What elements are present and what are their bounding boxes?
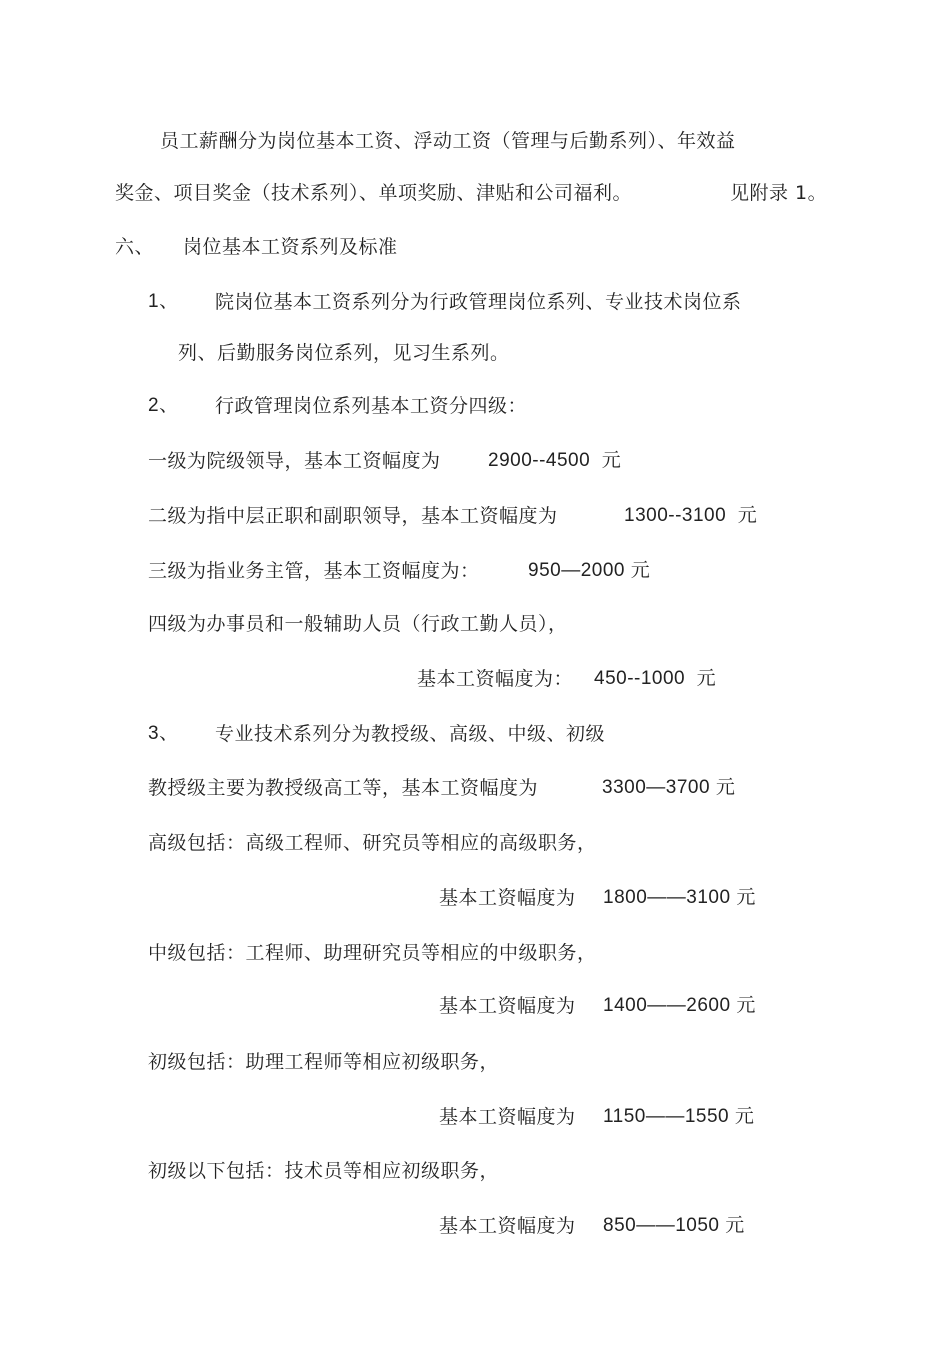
admin-level1-range: 2900--4500 元 xyxy=(488,450,622,471)
item1-number: 1、 xyxy=(148,291,179,312)
admin-level3-range: 950—2000 元 xyxy=(528,560,651,581)
tech-below-junior-range: 850——1050 元 xyxy=(603,1215,745,1236)
intro-paragraph-line1: 员工薪酬分为岗位基本工资、浮动工资（管理与后勤系列）、年效益 xyxy=(160,130,736,152)
admin-level4-range: 450--1000 元 xyxy=(594,668,717,689)
item2-number: 2、 xyxy=(148,395,179,416)
tech-below-junior-label: 基本工资幅度为 xyxy=(439,1215,576,1237)
item1-line1: 院岗位基本工资系列分为行政管理岗位系列、专业技术岗位系 xyxy=(215,291,742,313)
tech-senior-range: 1800——3100 元 xyxy=(603,887,756,908)
item3-number: 3、 xyxy=(148,723,179,744)
item3-title: 专业技术系列分为教授级、高级、中级、初级 xyxy=(215,723,606,745)
tech-below-junior-text: 初级以下包括：技术员等相应初级职务， xyxy=(148,1160,500,1182)
tech-professor-text: 教授级主要为教授级高工等，基本工资幅度为 xyxy=(148,777,539,799)
tech-junior-range: 1150——1550 元 xyxy=(603,1106,755,1127)
item1-line2: 列、后勤服务岗位系列，见习生系列。 xyxy=(178,342,510,364)
section-title: 岗位基本工资系列及标准 xyxy=(183,236,398,258)
section-number: 六、 xyxy=(115,236,155,258)
admin-level4-range-label: 基本工资幅度为： xyxy=(417,668,574,690)
tech-junior-text: 初级包括：助理工程师等相应初级职务， xyxy=(148,1051,500,1073)
tech-middle-text: 中级包括：工程师、助理研究员等相应的中级职务， xyxy=(148,942,597,964)
admin-level2-text: 二级为指中层正职和副职领导，基本工资幅度为 xyxy=(148,505,558,527)
admin-level1-text: 一级为院级领导，基本工资幅度为 xyxy=(148,450,441,472)
tech-senior-text: 高级包括：高级工程师、研究员等相应的高级职务， xyxy=(148,832,597,854)
intro-paragraph-line2: 奖金、项目奖金（技术系列）、单项奖励、津贴和公司福利。 xyxy=(115,182,633,204)
tech-middle-range: 1400——2600 元 xyxy=(603,995,756,1016)
intro-appendix-reference: 见附录 1。 xyxy=(730,182,828,204)
tech-junior-label: 基本工资幅度为 xyxy=(439,1106,576,1128)
tech-middle-label: 基本工资幅度为 xyxy=(439,995,576,1017)
tech-senior-label: 基本工资幅度为 xyxy=(439,887,576,909)
admin-level3-text: 三级为指业务主管，基本工资幅度为： xyxy=(148,560,480,582)
admin-level4-text: 四级为办事员和一般辅助人员（行政工勤人员）， xyxy=(148,613,568,635)
tech-professor-range: 3300—3700 元 xyxy=(602,777,736,798)
admin-level2-range: 1300--3100 元 xyxy=(624,505,758,526)
item2-title: 行政管理岗位系列基本工资分四级： xyxy=(215,395,528,417)
